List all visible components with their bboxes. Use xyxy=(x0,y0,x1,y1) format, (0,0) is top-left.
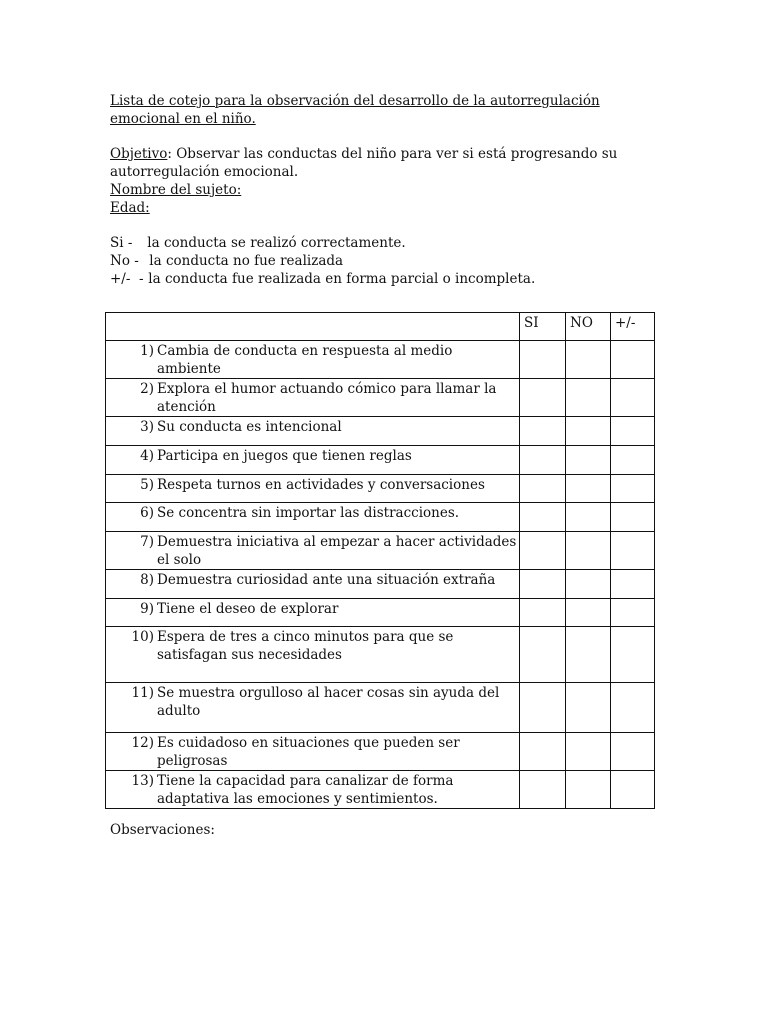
behavior-text: Su conducta es intencional xyxy=(157,419,342,435)
item-number: 2) xyxy=(140,381,154,397)
item-number: 11) xyxy=(131,685,154,701)
check-cell-si[interactable] xyxy=(520,503,566,532)
check-cell-partial[interactable] xyxy=(611,446,655,475)
check-cell-partial[interactable] xyxy=(611,683,655,733)
objective-paragraph xyxy=(110,145,630,181)
check-cell-si[interactable] xyxy=(520,733,566,771)
check-cell-no[interactable] xyxy=(566,379,611,417)
behavior-cell xyxy=(106,683,520,733)
check-cell-no[interactable] xyxy=(566,341,611,379)
legend-text: la conducta se realizó correctamente. xyxy=(147,235,406,251)
legend-item-no xyxy=(110,252,343,270)
check-cell-no[interactable] xyxy=(566,417,611,446)
behavior-cell xyxy=(106,532,520,570)
table-row xyxy=(106,771,655,809)
item-number: 3) xyxy=(140,419,154,435)
item-number: 8) xyxy=(140,572,154,588)
legend-code: No - xyxy=(110,253,139,269)
check-cell-no[interactable] xyxy=(566,570,611,599)
legend-text: la conducta no fue realizada xyxy=(149,253,344,269)
check-cell-no[interactable] xyxy=(566,771,611,809)
check-cell-partial[interactable] xyxy=(611,627,655,683)
header-partial: +/- xyxy=(611,313,655,341)
legend-code: +/- - xyxy=(110,271,144,287)
check-cell-si[interactable] xyxy=(520,379,566,417)
header-si: SI xyxy=(520,313,566,341)
check-cell-partial[interactable] xyxy=(611,599,655,627)
table-row xyxy=(106,733,655,771)
check-cell-no[interactable] xyxy=(566,446,611,475)
observations-label: Observaciones: xyxy=(110,822,215,838)
behavior-text: Se concentra sin importar las distracciones. xyxy=(157,505,460,521)
behavior-text: Explora el humor actuando cómico para llamar la atención xyxy=(157,381,497,415)
behavior-cell xyxy=(106,475,520,503)
item-number: 7) xyxy=(140,534,154,550)
check-cell-partial[interactable] xyxy=(611,570,655,599)
table-row xyxy=(106,503,655,532)
check-cell-partial[interactable] xyxy=(611,532,655,570)
item-number: 10) xyxy=(131,629,154,645)
item-number: 12) xyxy=(131,735,154,751)
item-number: 1) xyxy=(140,343,154,359)
behavior-cell xyxy=(106,503,520,532)
item-number: 9) xyxy=(140,601,154,617)
document-title: Lista de cotejo para la observación del desarrollo de la autorregulación emocional en el niño. xyxy=(110,93,600,127)
check-cell-no[interactable] xyxy=(566,627,611,683)
check-cell-partial[interactable] xyxy=(611,503,655,532)
behavior-cell xyxy=(106,379,520,417)
table-row xyxy=(106,475,655,503)
check-cell-si[interactable] xyxy=(520,627,566,683)
behavior-cell xyxy=(106,599,520,627)
header-item xyxy=(106,313,520,341)
check-cell-partial[interactable] xyxy=(611,341,655,379)
objective-label: Objetivo xyxy=(110,146,168,162)
check-cell-si[interactable] xyxy=(520,446,566,475)
behavior-text: Demuestra curiosidad ante una situación extraña xyxy=(157,572,496,588)
check-cell-si[interactable] xyxy=(520,771,566,809)
check-cell-partial[interactable] xyxy=(611,771,655,809)
legend-item-si xyxy=(110,234,406,252)
check-cell-si[interactable] xyxy=(520,341,566,379)
age-label: Edad: xyxy=(110,200,150,216)
check-cell-partial[interactable] xyxy=(611,417,655,446)
check-cell-si[interactable] xyxy=(520,683,566,733)
table-row xyxy=(106,599,655,627)
behavior-cell xyxy=(106,341,520,379)
behavior-text: Tiene la capacidad para canalizar de forma adaptativa las emociones y sentimientos. xyxy=(157,773,454,807)
behavior-cell xyxy=(106,417,520,446)
behavior-cell xyxy=(106,771,520,809)
check-cell-no[interactable] xyxy=(566,532,611,570)
objective-text: : Observar las conductas del niño para ver si está progresando su autorregulación emocional. xyxy=(110,146,618,180)
checklist-table xyxy=(105,312,655,809)
table-row xyxy=(106,570,655,599)
item-number: 6) xyxy=(140,505,154,521)
table-row xyxy=(106,683,655,733)
check-cell-no[interactable] xyxy=(566,683,611,733)
check-cell-partial[interactable] xyxy=(611,733,655,771)
check-cell-no[interactable] xyxy=(566,475,611,503)
behavior-text: Se muestra orgulloso al hacer cosas sin ayuda del adulto xyxy=(157,685,500,719)
behavior-cell xyxy=(106,733,520,771)
check-cell-si[interactable] xyxy=(520,475,566,503)
table-row xyxy=(106,417,655,446)
item-number: 13) xyxy=(131,773,154,789)
item-number: 4) xyxy=(140,448,154,464)
table-row xyxy=(106,379,655,417)
check-cell-si[interactable] xyxy=(520,599,566,627)
behavior-text: Respeta turnos en actividades y conversaciones xyxy=(157,477,485,493)
table-header-row xyxy=(106,313,655,341)
behavior-text: Es cuidadoso en situaciones que pueden ser peligrosas xyxy=(157,735,460,769)
table-row xyxy=(106,341,655,379)
behavior-text: Espera de tres a cinco minutos para que se satisfagan sus necesidades xyxy=(157,629,454,663)
table-row xyxy=(106,627,655,683)
legend-item-partial xyxy=(110,270,535,288)
behavior-text: Demuestra iniciativa al empezar a hacer actividades el solo xyxy=(157,534,517,568)
check-cell-partial[interactable] xyxy=(611,475,655,503)
behavior-text: Participa en juegos que tienen reglas xyxy=(157,448,412,464)
check-cell-si[interactable] xyxy=(520,570,566,599)
item-number: 5) xyxy=(140,477,154,493)
legend-text: la conducta fue realizada en forma parcial o incompleta. xyxy=(148,271,536,287)
check-cell-no[interactable] xyxy=(566,733,611,771)
behavior-cell xyxy=(106,627,520,683)
table-row xyxy=(106,446,655,475)
behavior-text: Tiene el deseo de explorar xyxy=(157,601,339,617)
behavior-cell xyxy=(106,446,520,475)
subject-name-label: Nombre del sujeto: xyxy=(110,182,242,198)
check-cell-no[interactable] xyxy=(566,503,611,532)
table-row xyxy=(106,532,655,570)
check-cell-si[interactable] xyxy=(520,532,566,570)
header-no: NO xyxy=(566,313,611,341)
behavior-text: Cambia de conducta en respuesta al medio ambiente xyxy=(157,343,453,377)
legend-code: Si - xyxy=(110,235,133,251)
behavior-cell xyxy=(106,570,520,599)
check-cell-partial[interactable] xyxy=(611,379,655,417)
check-cell-no[interactable] xyxy=(566,599,611,627)
check-cell-si[interactable] xyxy=(520,417,566,446)
